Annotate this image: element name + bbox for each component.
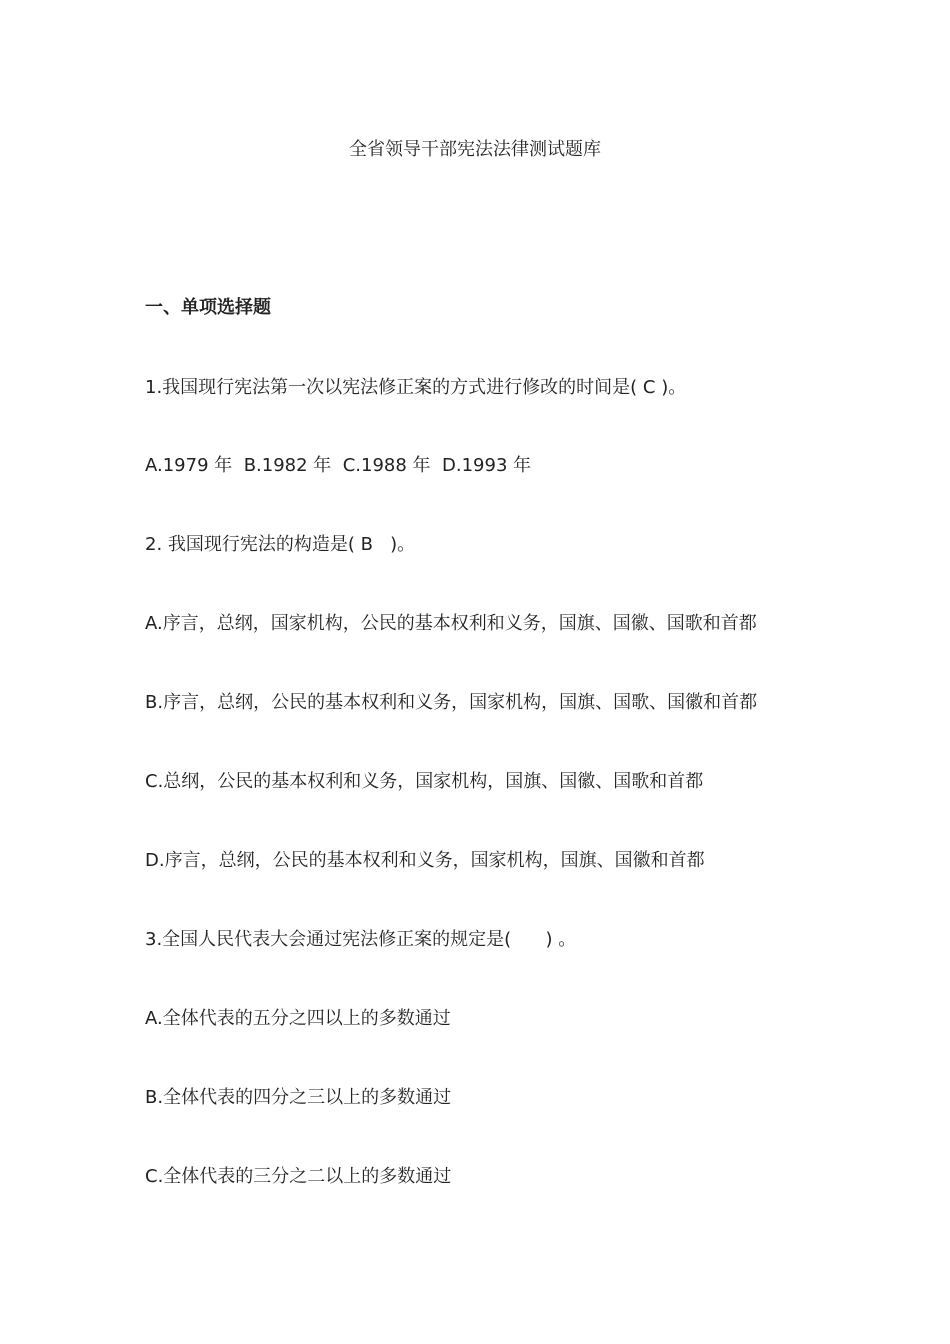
section-heading: 一、单项选择题	[145, 297, 271, 318]
question-2-option-c: C.总纲，公民的基本权利和义务，国家机构，国旗、国徽、国歌和首都	[145, 771, 704, 792]
question-2-option-d: D.序言，总纲，公民的基本权利和义务，国家机构，国旗、国徽和首都	[145, 850, 705, 871]
question-2-option-b: B.序言，总纲，公民的基本权利和义务，国家机构，国旗、国歌、国徽和首都	[145, 692, 758, 713]
question-2-option-a: A.序言，总纲，国家机构，公民的基本权利和义务，国旗、国徽、国歌和首都	[145, 613, 757, 634]
question-3-stem: 3.全国人民代表大会通过宪法修正案的规定是( ) 。	[145, 929, 577, 950]
document-title: 全省领导干部宪法法律测试题库	[349, 139, 601, 160]
question-1-options: A.1979 年 B.1982 年 C.1988 年 D.1993 年	[145, 455, 532, 476]
question-3-option-a: A.全体代表的五分之四以上的多数通过	[145, 1008, 451, 1029]
question-1-stem: 1.我国现行宪法第一次以宪法修正案的方式进行修改的时间是( C )。	[145, 377, 687, 398]
question-3-option-c: C.全体代表的三分之二以上的多数通过	[145, 1166, 452, 1187]
question-3-option-b: B.全体代表的四分之三以上的多数通过	[145, 1087, 452, 1108]
question-2-stem: 2. 我国现行宪法的构造是( B )。	[145, 534, 416, 555]
